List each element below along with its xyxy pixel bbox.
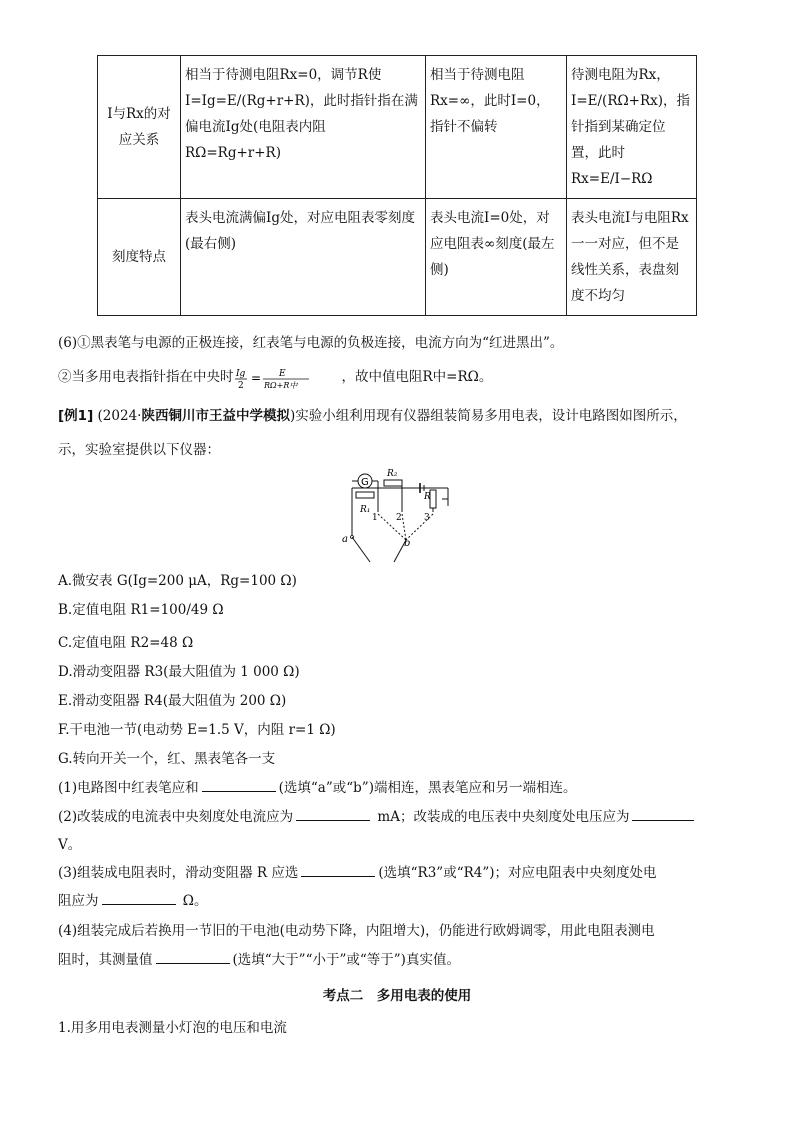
- resistor-r1-symbol: [356, 492, 374, 498]
- row-header-scale: 刻度特点: [98, 199, 181, 316]
- cell-zero-current: 表头电流I=0处，对应电阻表∞刻度(最左侧): [426, 199, 567, 316]
- cell-infinite-resistance: 相当于待测电阻Rx=∞，此时I=0，指针不偏转: [426, 56, 567, 199]
- question-1: [58, 777, 576, 799]
- paragraph-6-1: (6)①黑表笔与电源的正极连接，红表笔与电源的负极连接，电流方向为“红进黑出”。: [58, 335, 564, 351]
- question-2: [58, 806, 697, 828]
- answer-blank-2a[interactable]: [296, 808, 370, 821]
- switch-pos-2: 2: [396, 513, 402, 523]
- example-tag: [例1]: [58, 408, 94, 424]
- answer-blank-4[interactable]: [156, 951, 230, 964]
- instrument-f: F.干电池一节(电动势 E=1.5 V，内阻 r=1 Ω): [58, 722, 336, 738]
- ohmmeter-principle-table: [97, 55, 697, 316]
- question-3-text-d: Ω。: [178, 893, 208, 909]
- resistor-r2-symbol: [384, 480, 402, 486]
- question-2-text-b: mA；改装成的电压表中央刻度处电压应为: [373, 809, 630, 825]
- instrument-c: C.定值电阻 R2=48 Ω: [58, 635, 194, 651]
- question-3: [58, 862, 657, 884]
- r-label: R: [424, 492, 431, 502]
- r1-label: R₁: [360, 505, 371, 515]
- svg-text:Ig: Ig: [235, 368, 245, 379]
- example-source: 陕西铜川市王益中学模拟: [141, 408, 290, 424]
- cell-general-resistance: 待测电阻为Rx，I=E/(RΩ+Rx)，指针指到某确定位置，此时Rx=E/I−RΩ: [567, 56, 697, 199]
- svg-text:=: =: [250, 370, 261, 385]
- question-4-continued: [58, 949, 460, 971]
- instrument-g: G.转向开关一个，红、黑表笔各一支: [58, 751, 276, 767]
- terminal-b-label: b: [404, 538, 411, 549]
- instrument-d: D.滑动变阻器 R3(最大阻值为 1 000 Ω): [58, 664, 300, 680]
- instrument-b: B.定值电阻 R1=100/49 Ω: [58, 602, 224, 618]
- cell-full-scale: 表头电流满偏Ig处，对应电阻表零刻度(最右侧): [181, 199, 426, 316]
- galvanometer-label: G: [361, 477, 369, 488]
- answer-blank-3b[interactable]: [102, 892, 176, 905]
- table-row: [98, 56, 697, 199]
- question-1-text-a: (1)电路图中红表笔应和: [58, 780, 199, 796]
- cell-nonlinear: 表头电流I与电阻Rx一一对应，但不是线性关系，表盘刻度不均匀: [567, 199, 697, 316]
- rheostat-symbol: [430, 490, 436, 508]
- subitem-1: 1.用多用电表测量小灯泡的电压和电流: [58, 1020, 287, 1036]
- paragraph-6-2-post: ，故中值电阻R中=RΩ。: [341, 369, 493, 385]
- table-row: [98, 199, 697, 316]
- example-text-1: )实验小组利用现有仪器组装简易多用电表，设计电路图如图所示，: [289, 408, 687, 424]
- instrument-e: E.滑动变阻器 R4(最大阻值为 200 Ω): [58, 693, 287, 709]
- question-4-text-c: (选填“大于”“小于”或“等于”)真实值。: [232, 952, 460, 968]
- half-current-formula-svg: [234, 367, 342, 389]
- question-1-text-b: (选填“a”或“b”)端相连，黑表笔应和另一端相连。: [278, 780, 577, 796]
- question-4: (4)组装完成后若换用一节旧的干电池(电动势下降，内阻增大)，仍能进行欧姆调零，用此电阻表测电: [58, 923, 655, 939]
- answer-blank-1[interactable]: [202, 779, 276, 792]
- question-3-text-a: (3)组装成电阻表时，滑动变阻器 R 应选: [58, 865, 299, 881]
- answer-blank-2b[interactable]: [632, 808, 694, 821]
- section-title: 考点二 多用电表的使用: [322, 988, 472, 1004]
- paragraph-6-2-pre: ②当多用电表指针指在中央时: [58, 369, 234, 385]
- question-2-text-a: (2)改装成的电流表中央刻度处电流应为: [58, 809, 294, 825]
- question-3-text-c: 阻应为: [58, 893, 99, 909]
- example-text-2: 示，实验室提供以下仪器：: [58, 442, 220, 458]
- half-current-formula: [234, 367, 342, 389]
- terminal-a-label: a: [342, 534, 348, 545]
- circuit-diagram: [338, 466, 464, 566]
- svg-text:2: 2: [237, 380, 244, 389]
- r2-label: R₂: [387, 469, 398, 479]
- svg-text:RΩ+R中: RΩ+R中: [263, 380, 297, 389]
- cell-zero-resistance: 相当于待测电阻Rx=0，调节R使I=Ig=E/(Rg+r+R)，此时指针指在满偏电流Ig处(电阻表内阻RΩ=Rg+r+R): [181, 56, 426, 199]
- question-3-text-b: (选填“R3”或“R4”)；对应电阻表中央刻度处电: [378, 865, 657, 881]
- question-2-continued: V。: [58, 837, 82, 853]
- switch-pos-3: 3: [424, 513, 430, 523]
- paragraph-6-2: [58, 366, 492, 389]
- example-heading: [58, 405, 687, 427]
- answer-blank-3a[interactable]: [301, 864, 375, 877]
- switch-pos-1: 1: [372, 513, 378, 523]
- question-3-continued: [58, 890, 207, 912]
- row-header-relation: I与Rx的对应关系: [98, 56, 181, 199]
- question-4-text-b: 阻时，其测量值: [58, 952, 153, 968]
- svg-text:E: E: [278, 368, 286, 379]
- instrument-a: A.微安表 G(Ig=200 μA，Rg=100 Ω): [58, 573, 297, 589]
- example-year: (2024·: [97, 408, 142, 424]
